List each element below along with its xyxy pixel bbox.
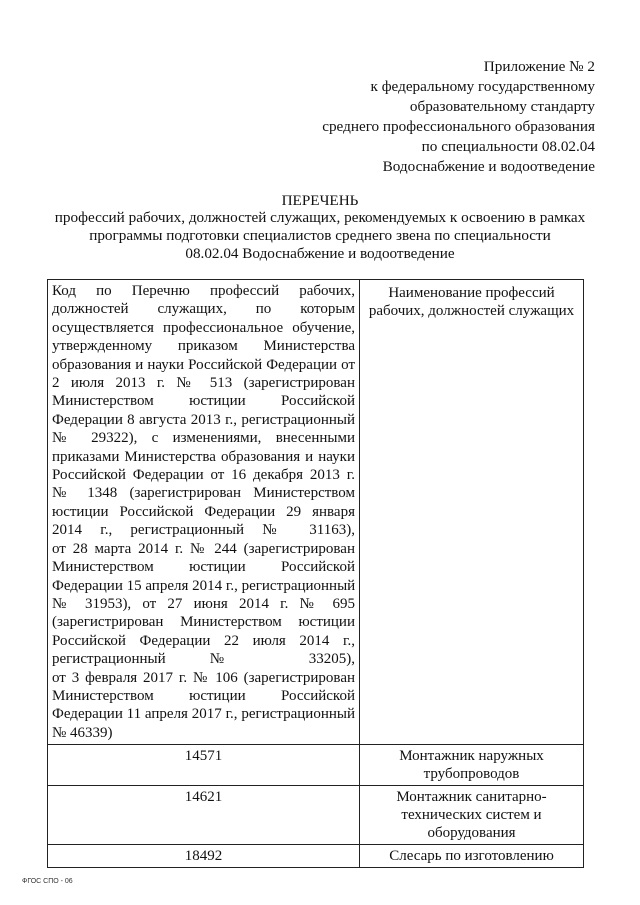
header-code-line: Код по Перечню профессий рабочих, [52,283,355,299]
document-subtitle [40,209,600,263]
appendix-block [322,57,595,177]
header-code-line: № 1348 (зарегистрирован Министерством [52,485,355,502]
header-name-cell [360,280,584,745]
professions-table [47,279,584,868]
header-name-line: Наименование профессий [388,285,555,301]
header-code-line: должностей служащих, по которым [52,301,355,318]
header-code-line: Российской Федерации от 16 декабря 2013 г. [52,467,355,484]
subtitle-line: 08.02.04 Водоснабжение и водоотведение [185,245,455,262]
document-title: ПЕРЕЧЕНЬ [281,192,359,209]
header-code-line: образования и науки Российской Федерации от [52,356,355,373]
header-code-cell [48,280,360,745]
profession-code: 18492 [48,845,360,868]
profession-name-line: трубопроводов [423,766,520,783]
appendix-line: по специальности 08.02.04 [421,138,595,155]
subtitle-line: профессий рабочих, должностей служащих, рекомендуемых к освоению в рамках [54,209,586,226]
appendix-line: Водоснабжение и водоотведение [382,158,595,175]
header-code-line: Министерством юстиции Российской [52,559,355,576]
header-code-line: осуществляется профессиональное обучение, [52,319,355,336]
appendix-line: к федеральному государственному [370,78,595,95]
subtitle-line: программы подготовки специалистов среднего звена по специальности [89,227,551,244]
header-code-line: № 46339) [52,724,113,741]
profession-name [360,745,584,786]
header-code-line: от 3 февраля 2017 г. № 106 (зарегистрирован [52,669,355,686]
header-code-line: регистрационный № 33205), [52,651,355,668]
header-name-line: рабочих, должностей служащих [368,303,575,320]
header-code-line: Федерации 8 августа 2013 г., регистрационный [52,411,355,428]
header-code-line: 2 июля 2013 г. № 513 (зарегистрирован [52,375,355,392]
appendix-line: Приложение № 2 [483,58,595,75]
header-code-line: приказами Министерства образования и науки [52,448,355,465]
header-code-line: Министерством юстиции Российской [52,687,355,704]
header-code-line: от 28 марта 2014 г. № 244 (зарегистрирован [52,540,355,557]
header-code-line: юстиции Российской Федерации 29 января [52,503,355,520]
profession-name [360,845,584,868]
table-header-row [48,280,584,745]
header-code-line: № 31953), от 27 июня 2014 г. № 695 [52,595,355,612]
header-code-line: 2014 г., регистрационный № 31163), [52,522,355,539]
appendix-line: образовательному стандарту [409,98,595,115]
header-code-line: № 29322), с изменениями, внесенными [52,430,355,447]
header-code-line: Российской Федерации 22 июля 2014 г., [52,632,355,649]
header-code-line: утвержденному приказом Министерства [52,338,355,355]
appendix-line: среднего профессионального образования [322,118,595,135]
profession-name [360,786,584,845]
header-code-line: Федерации 15 апреля 2014 г., регистрационный [52,577,356,594]
table-row [48,786,584,845]
header-code-line: Федерации 11 апреля 2017 г., регистрационный [52,706,355,723]
header-code-line: Министерством юстиции Российской [52,393,355,410]
profession-code: 14571 [48,745,360,786]
table-row [48,745,584,786]
table-row [48,845,584,868]
profession-name-line: технических систем и [401,807,542,824]
profession-name-line: Монтажник наружных [399,748,544,765]
header-code-line: (зарегистрирован Министерством юстиции [52,614,355,631]
footer-mark: ФГОС СПО - 06 [22,878,73,885]
profession-name-line: оборудования [427,825,516,842]
profession-name-line: Слесарь по изготовлению [389,848,554,865]
profession-code: 14621 [48,786,360,845]
profession-name-line: Монтажник санитарно- [396,789,547,806]
